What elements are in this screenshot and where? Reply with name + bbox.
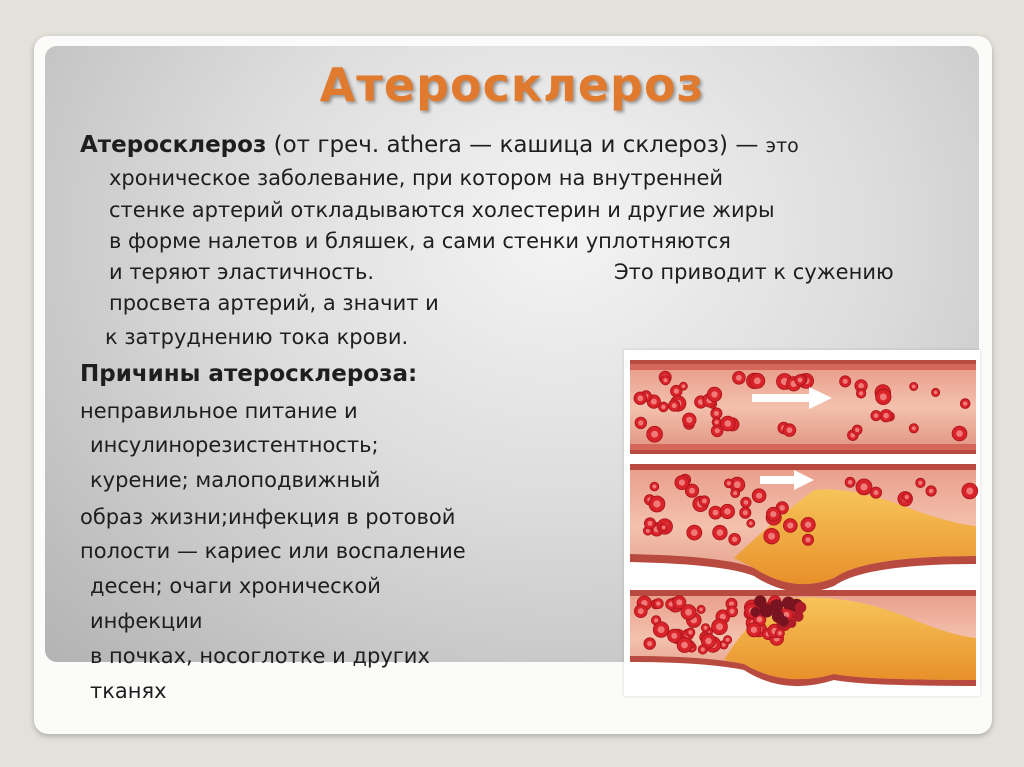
causes-heading: Причины атеросклероза:: [80, 361, 418, 387]
blood-cell-center: [724, 508, 730, 514]
blood-cell-center: [734, 481, 741, 488]
cause-line-7: инфекции: [90, 609, 203, 633]
clot-cell: [754, 595, 766, 607]
blood-cell-center: [805, 521, 811, 527]
blood-cell-center: [715, 420, 719, 424]
blood-cell-center: [918, 481, 922, 485]
blood-cell-center: [711, 391, 717, 397]
blood-cell-center: [681, 642, 688, 649]
blood-cell-center: [661, 405, 665, 409]
blood-cell-center: [880, 393, 887, 400]
cause-line-5: полости — кариес или воспаление: [80, 539, 466, 563]
blood-cell-center: [883, 413, 889, 419]
blood-cell-center: [682, 384, 686, 388]
definition-term: Атеросклероз: [80, 132, 267, 158]
definition-line-2: стенке артерий откладываются холестерин и другие жиры: [109, 198, 775, 222]
blood-cell-center: [848, 480, 853, 485]
blocked-artery: [630, 590, 976, 686]
blood-cell-center: [651, 399, 657, 405]
blood-cell-center: [686, 417, 692, 423]
artery-illustration-svg: [624, 350, 980, 696]
blood-cell-center: [860, 483, 867, 490]
blood-cell-center: [744, 500, 749, 505]
blood-cell-center: [912, 385, 916, 389]
blood-cell-center: [653, 500, 660, 507]
blood-cell-center: [912, 426, 916, 430]
blood-cell-center: [654, 618, 658, 622]
cause-line-6: десен; очаги хронической: [90, 574, 381, 598]
blood-cell-center: [672, 403, 677, 408]
definition-first-line: [80, 134, 799, 157]
blood-cell-center: [679, 480, 685, 486]
blood-cell-center: [705, 638, 711, 644]
blood-cell-center: [701, 647, 705, 651]
blood-cell-center: [756, 493, 762, 499]
definition-line-5: Это приводит к сужению: [614, 260, 894, 284]
blood-cell-center: [688, 630, 692, 634]
blood-cell-center: [732, 537, 737, 542]
blood-cell-center: [716, 623, 723, 630]
clot-cell: [750, 607, 760, 617]
blood-cell-center: [905, 495, 909, 499]
blood-cell-center: [929, 489, 934, 494]
blood-cell-center: [638, 420, 643, 425]
blood-cell-center: [726, 638, 730, 642]
blood-cell-center: [671, 633, 677, 639]
definition-eto: это: [765, 135, 799, 157]
blood-cell-center: [689, 488, 695, 494]
blood-cell-center: [674, 389, 679, 394]
blood-cell-center: [736, 375, 742, 381]
blood-cell-center: [963, 401, 967, 405]
blood-cell-center: [658, 626, 665, 633]
blood-cell-center: [730, 609, 735, 614]
blood-cell-center: [652, 485, 656, 489]
clot-cell: [782, 597, 795, 610]
slide-title: Атеросклероз: [319, 58, 705, 112]
blood-cell-center: [843, 379, 848, 384]
clot-cell: [778, 616, 789, 627]
blood-cell-center: [651, 431, 658, 438]
blood-cell-center: [806, 537, 811, 542]
definition-line-3: в форме налетов и бляшек, а сами стенки уплотняются: [109, 229, 731, 253]
blood-cell-center: [691, 529, 698, 536]
blood-cell-center: [663, 378, 667, 382]
blood-cell-center: [874, 490, 879, 495]
clot-cell: [795, 602, 806, 613]
blood-cell-center: [855, 428, 859, 432]
definition-line-4: и теряют эластичность.: [109, 260, 375, 284]
narrowing-artery: [630, 464, 978, 592]
blood-cell-center: [713, 510, 719, 516]
blood-cell-center: [787, 522, 793, 528]
cause-line-2: инсулинорезистентность;: [90, 433, 379, 457]
blood-cell-center: [717, 529, 724, 536]
blood-cell-center: [770, 511, 776, 517]
blood-cell-center: [768, 533, 775, 540]
blood-cell-center: [956, 430, 963, 437]
blood-cell-center: [749, 522, 753, 526]
blood-cell-center: [727, 481, 731, 485]
blood-cell-center: [662, 526, 666, 530]
blood-cell-center: [725, 420, 732, 427]
blood-cell-center: [778, 631, 782, 635]
blood-cell-center: [754, 377, 761, 384]
blood-cell-center: [702, 499, 707, 504]
blood-cell-center: [751, 627, 757, 633]
blood-cell-center: [637, 395, 643, 401]
blood-cell-center: [757, 617, 763, 623]
blood-cell-center: [966, 488, 973, 495]
blood-cell-center: [715, 428, 720, 433]
cause-line-9: тканях: [90, 679, 167, 703]
blood-cell-center: [648, 521, 653, 526]
definition-line-6: просвета артерий, а значит и: [109, 291, 439, 315]
blood-cell-center: [874, 413, 879, 418]
cause-line-4: образ жизни;инфекция в ротовой: [80, 505, 456, 529]
healthy-artery: [630, 360, 976, 454]
blood-cell-center: [656, 601, 660, 605]
blood-cell-center: [859, 391, 863, 395]
blood-cell-center: [704, 626, 708, 630]
definition-etymology: (от греч. athera — кашица и склероз) —: [266, 132, 766, 158]
blood-cell-center: [638, 608, 644, 614]
cause-line-3: курение; малоподвижный: [90, 468, 381, 492]
blood-cell-center: [858, 383, 864, 389]
blood-cell-center: [676, 599, 682, 605]
blood-cell-center: [685, 609, 692, 616]
blood-cell-center: [699, 608, 703, 612]
blood-cell-center: [798, 378, 803, 383]
blood-cell-center: [647, 641, 652, 646]
cause-line-1: неправильное питание и: [80, 399, 358, 423]
artery-illustration: [624, 350, 980, 696]
blood-cell-center: [733, 491, 737, 495]
blood-cell-center: [787, 427, 793, 433]
blood-cell-center: [714, 411, 719, 416]
definition-line-7: к затруднению тока крови.: [105, 325, 409, 349]
definition-line-1: хроническое заболевание, при котором на внутренней: [109, 166, 724, 190]
blood-cell-center: [743, 510, 748, 515]
cause-line-8: в почках, носоглотке и других: [90, 644, 430, 668]
blood-cell-center: [779, 505, 785, 511]
blood-cell-center: [934, 391, 938, 395]
